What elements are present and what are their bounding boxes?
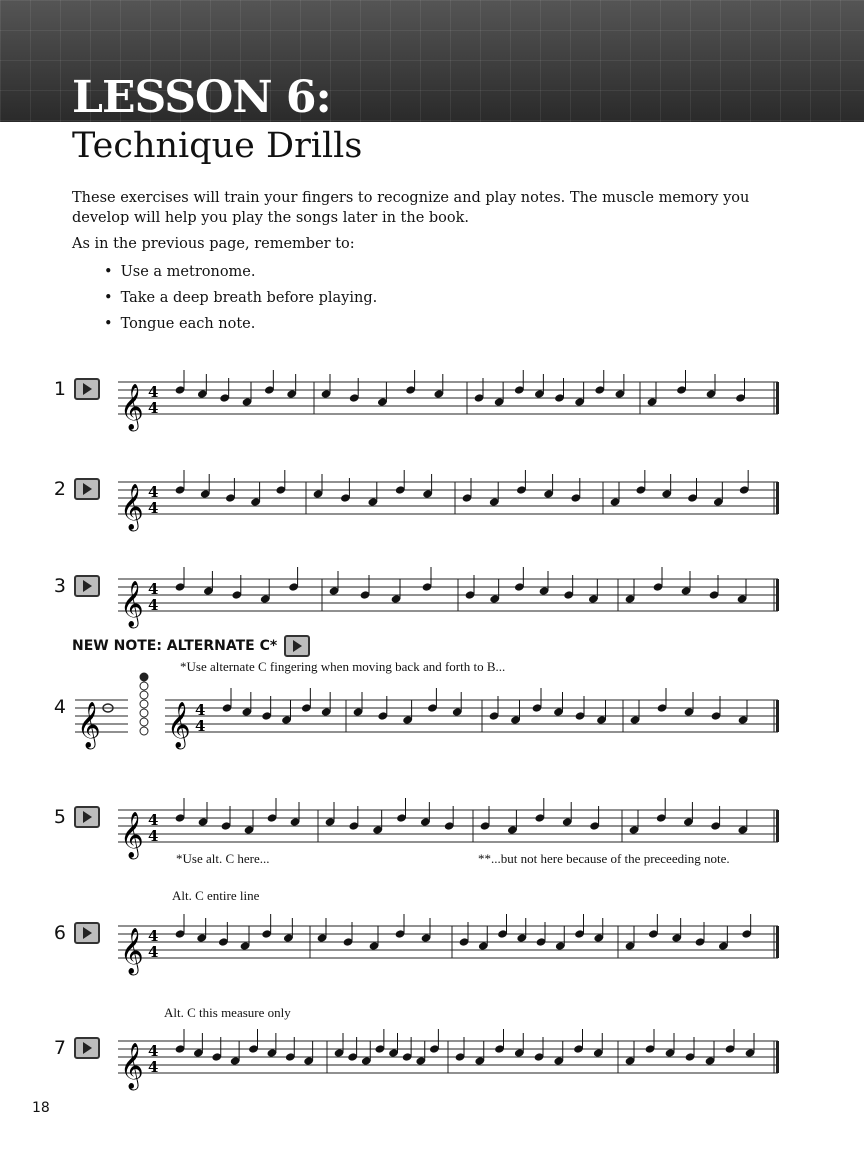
time-signature: 4 (148, 596, 159, 614)
final-bar-line (776, 810, 779, 842)
exercise-number: 6 (53, 922, 66, 944)
music-staff (0, 374, 864, 430)
music-staff (0, 802, 864, 858)
final-bar-line (776, 700, 779, 732)
footnote: *Use alternate C fingering when moving back and forth to B... (180, 659, 506, 674)
final-bar-line (776, 482, 779, 514)
music-staff (0, 474, 864, 530)
final-bar-line (776, 579, 779, 611)
exercise-number: 5 (53, 806, 66, 828)
reminder-text: As in the previous page, remember to: (72, 236, 355, 252)
time-signature: 4 (148, 827, 159, 845)
time-signature: 4 (148, 811, 159, 829)
time-signature: 4 (195, 701, 206, 719)
exercise-number: 1 (53, 378, 66, 400)
play-audio-button[interactable] (284, 635, 310, 657)
treble-clef-icon: 𝄞 (120, 1043, 144, 1089)
fingering-hole (140, 673, 148, 681)
final-bar-line (776, 926, 779, 958)
fingering-hole (140, 682, 148, 690)
list-item: • Take a deep breath before playing. (104, 288, 377, 314)
final-bar-line (776, 1041, 779, 1073)
treble-clef-icon: 𝄞 (120, 581, 144, 627)
time-signature: 4 (148, 483, 159, 501)
treble-clef-icon: 𝄞 (77, 702, 101, 748)
staff-lines (118, 482, 778, 514)
time-signature: 4 (148, 943, 159, 961)
treble-clef-icon: 𝄞 (120, 812, 144, 858)
time-signature: 4 (148, 927, 159, 945)
time-signature: 4 (195, 717, 206, 735)
intro-paragraph: These exercises will train your fingers to recognize and play notes. The muscle memory you develop will help you play the songs later in the book. (72, 190, 750, 226)
time-signature: 4 (148, 499, 159, 517)
list-item: • Tongue each note. (104, 314, 377, 340)
annotation: *Use alt. C here... (176, 851, 270, 866)
fingering-hole (140, 700, 148, 708)
fingering-hole (140, 727, 148, 735)
fingering-hole (140, 691, 148, 699)
staff-lines (118, 926, 778, 958)
time-signature: 4 (148, 580, 159, 598)
page-number: 18 (32, 1100, 50, 1116)
page-title: Technique Drills (72, 126, 363, 166)
exercise-number: 4 (53, 696, 66, 718)
treble-clef-icon: 𝄞 (120, 484, 144, 530)
exercise-number: 7 (53, 1037, 66, 1059)
lesson-label: LESSON 6: (72, 72, 331, 123)
treble-clef-icon: 𝄞 (120, 384, 144, 430)
fingering-hole (140, 718, 148, 726)
music-staff (0, 918, 864, 974)
treble-clef-icon: 𝄞 (120, 928, 144, 974)
staff-lines (118, 579, 778, 611)
time-signature: 4 (148, 1042, 159, 1060)
fingering-hole (140, 709, 148, 717)
list-item: • Use a metronome. (104, 262, 377, 288)
time-signature: 4 (148, 399, 159, 417)
music-staff (0, 692, 864, 748)
annotation: Alt. C entire line (172, 888, 260, 903)
reminder-list (104, 262, 377, 340)
annotation: **...but not here because of the preceeding note. (478, 851, 730, 866)
staff-lines (165, 700, 778, 732)
exercise-number: 2 (53, 478, 66, 500)
music-staff (0, 571, 864, 627)
exercise-number: 3 (53, 575, 66, 597)
time-signature: 4 (148, 383, 159, 401)
final-bar-line (776, 382, 779, 414)
time-signature: 4 (148, 1058, 159, 1076)
annotation: Alt. C this measure only (164, 1005, 291, 1020)
music-staff (0, 1033, 864, 1089)
new-note-heading: NEW NOTE: ALTERNATE C* (72, 638, 278, 654)
treble-clef-icon: 𝄞 (167, 702, 191, 748)
staff-lines (118, 382, 778, 414)
